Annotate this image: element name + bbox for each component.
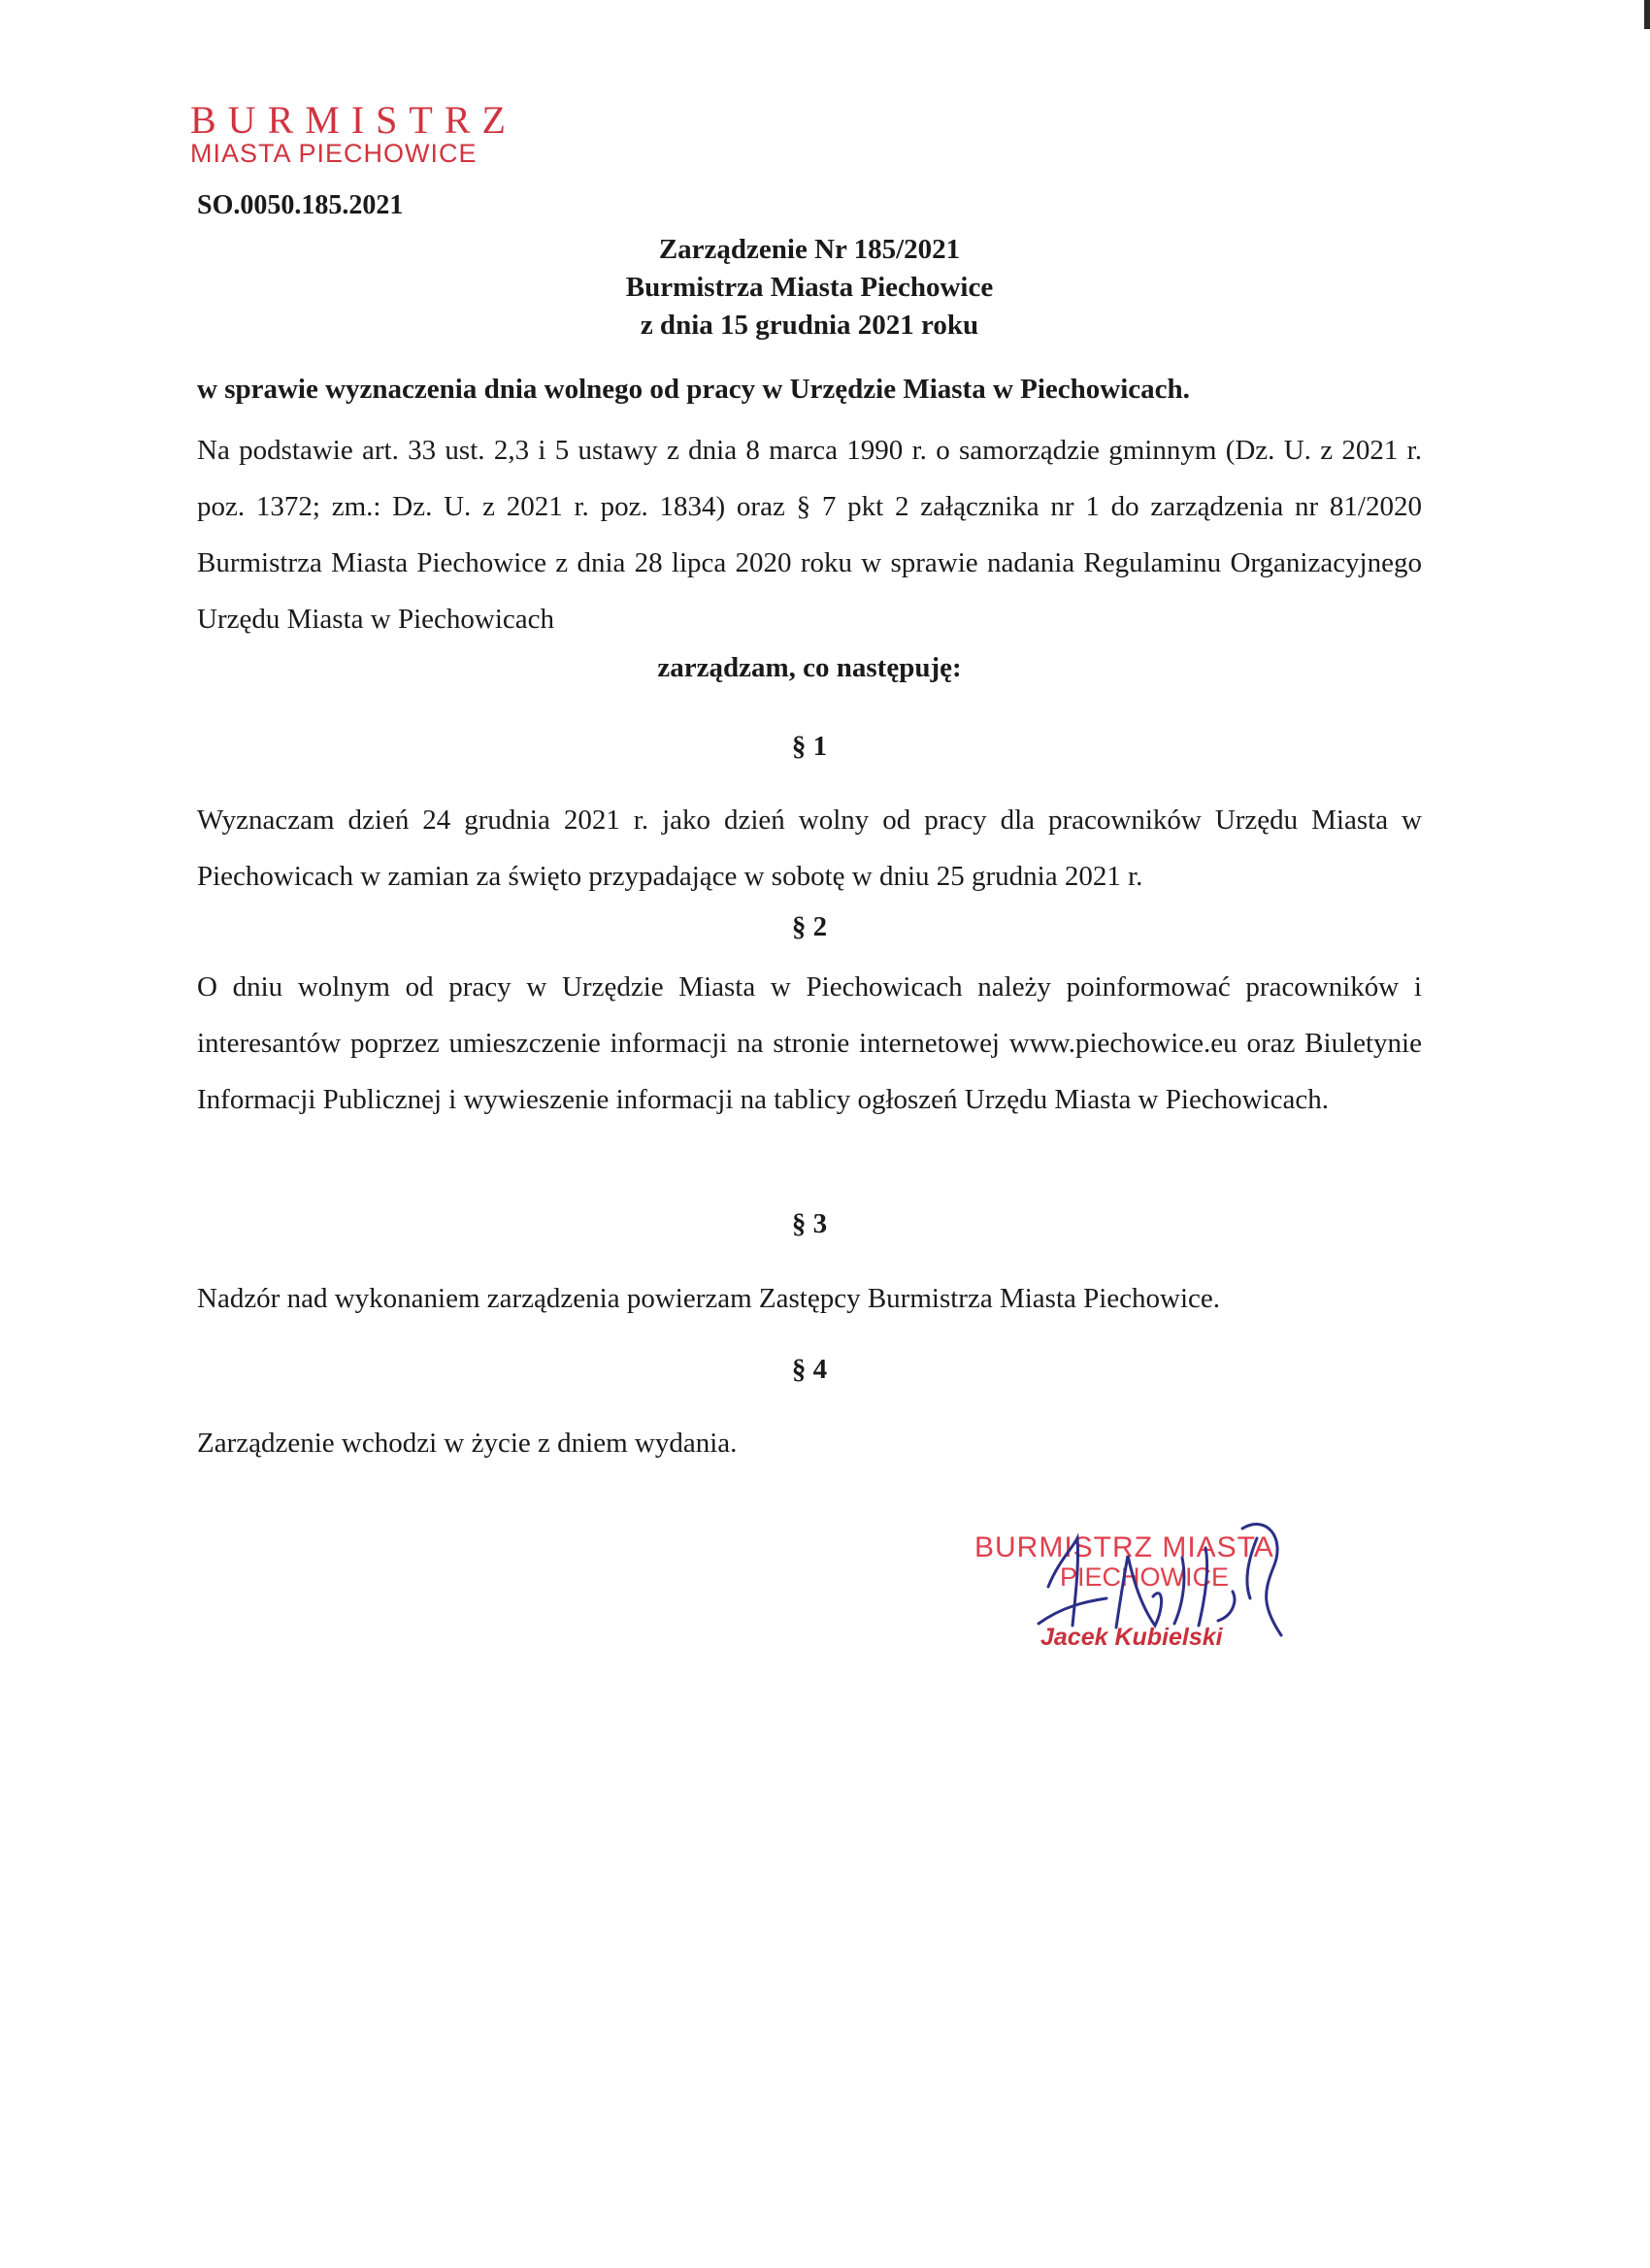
signature-stamp <box>971 1528 1359 1684</box>
document-title <box>0 231 1619 345</box>
handwritten-signature <box>1019 1509 1310 1645</box>
decree-formula: zarządzam, co następuję: <box>657 652 962 683</box>
paragraph-1-sign: § 1 <box>791 731 828 762</box>
case-number: SO.0050.185.2021 <box>197 190 404 220</box>
paragraph-2-sign: § 2 <box>791 911 828 942</box>
paragraph-4-text: Zarządzenie wchodzi w życie z dniem wydania. <box>197 1428 738 1459</box>
title-line3: z dnia 15 grudnia 2021 roku <box>640 310 979 341</box>
paragraph-3-text: Nadzór nad wykonaniem zarządzenia powierzam Zastępcy Burmistrza Miasta Piechowice. <box>197 1283 1221 1314</box>
document-subject: w sprawie wyznaczenia dnia wolnego od pracy w Urzędzie Miasta w Piechowicach. <box>197 374 1190 405</box>
paragraph-4-sign: § 4 <box>791 1354 828 1385</box>
signature-stamp-name: Jacek Kubielski <box>1040 1624 1223 1651</box>
legal-basis: Na podstawie art. 33 ust. 2,3 i 5 ustawy z dnia 8 marca 1990 r. o samorządzie gminnym (Dz. U. z 2021 r. poz. 1372; zm.: Dz. U. z 2021 r. poz. 1834) oraz § 7 pkt 2 załącznika nr 1 do zarządzenia nr 81/2020 Burmistrza Miasta Piechowice z dnia 28 lipca 2020 roku w sprawie nadania Regulaminu Organizacyjnego Urzędu Miasta w Piechowicach <box>197 435 1422 635</box>
signature-stamp-town: PIECHOWICE <box>1060 1562 1230 1592</box>
paragraph-3-sign: § 3 <box>791 1208 828 1239</box>
title-line2: Burmistrza Miasta Piechowice <box>625 272 994 303</box>
scan-edge <box>1644 0 1650 29</box>
paragraph-2-text: O dniu wolnym od pracy w Urzędzie Miasta w Piechowicach należy poinformować pracowników i interesantów poprzez umieszczenie informacji na stronie internetowej www.piechowice.eu oraz Biuletynie Informacji Publicznej i wywieszenie informacji na tablicy ogłoszeń Urzędu Miasta w Piechowicach. <box>197 971 1422 1115</box>
header-stamp <box>190 97 540 177</box>
header-stamp-line2: MIASTA PIECHOWICE <box>190 139 478 168</box>
header-stamp-line1: BURMISTRZ <box>190 98 517 142</box>
title-line1: Zarządzenie Nr 185/2021 <box>658 234 961 265</box>
signature-stamp-office: BURMISTRZ MIASTA <box>974 1531 1274 1563</box>
paragraph-1-text: Wyznaczam dzień 24 grudnia 2021 r. jako dzień wolny od pracy dla pracowników Urzędu Miasta w Piechowicach w zamian za święto przypadające w sobotę w dniu 25 grudnia 2021 r. <box>197 805 1422 892</box>
